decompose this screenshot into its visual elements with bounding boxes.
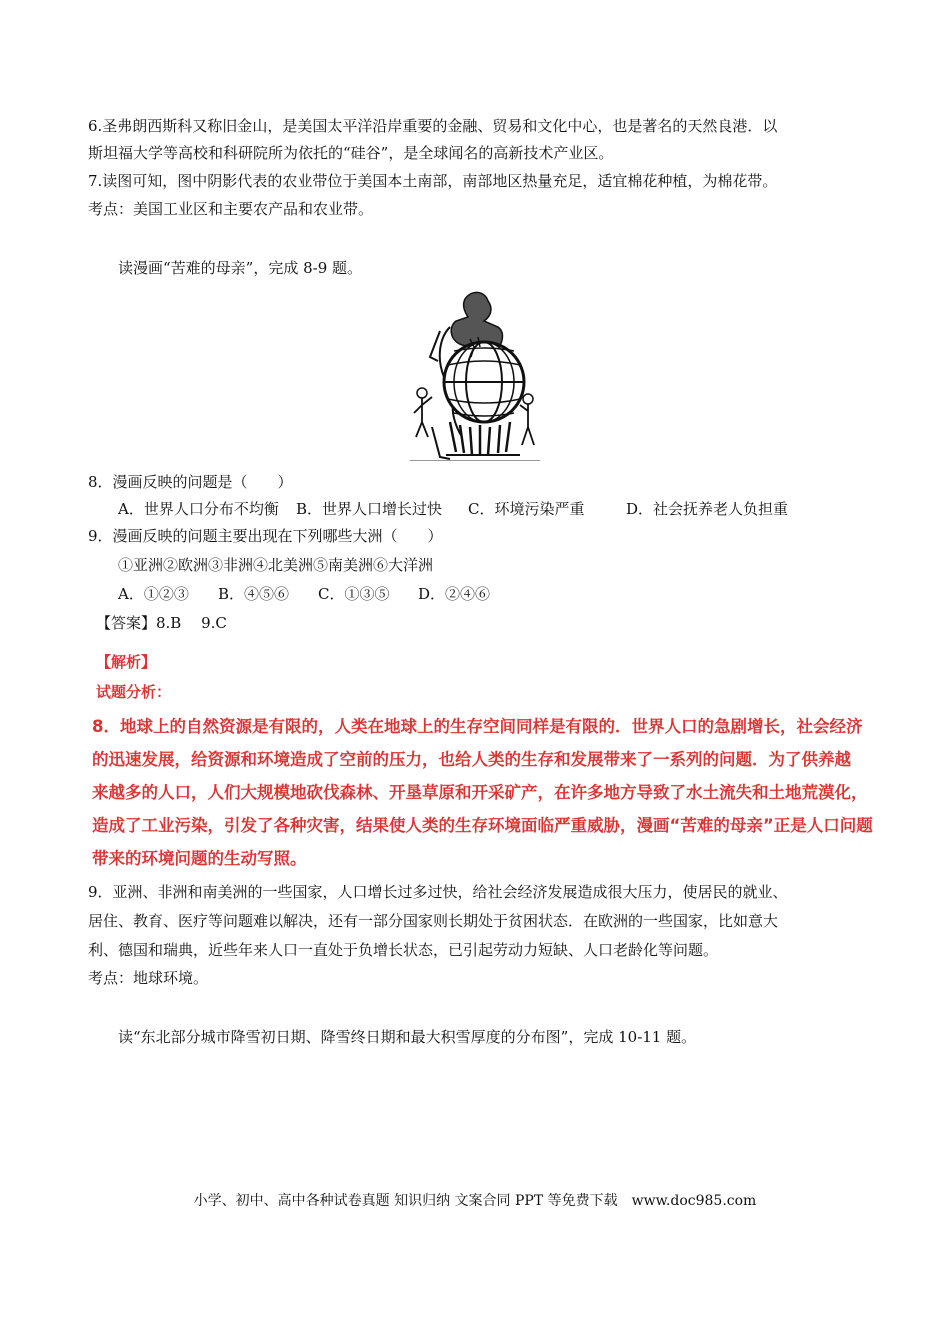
analysis-text: 的迅速发展，给资源和环境造成了空前的压力，也给人类的生存和发展带来了一系列的问题．为了供养越 [92, 750, 851, 769]
analysis-text: 造成了工业污染，引发了各种灾害，结果使人类的生存环境面临严重威胁，漫画“苦难的母亲”正是人口问题 [92, 816, 873, 835]
question-9-list: ①亚洲②欧洲③非洲④北美洲⑤南美洲⑥大洋洲 [118, 556, 434, 574]
option-c: C．①③⑤ [318, 585, 390, 603]
text-line: 利、德国和瑞典，近些年来人口一直处于负增长状态，已引起劳动力短缺、人口老龄化等问题。 [88, 941, 719, 959]
option-d: D．②④⑥ [418, 585, 491, 603]
question-8: 8．漫画反映的问题是（ ） [88, 473, 293, 491]
option-a: A．世界人口分布不均衡 [118, 500, 279, 518]
analysis-heading: 【解析】 [96, 653, 157, 671]
image-underline [410, 460, 540, 461]
question-8-options [118, 497, 788, 521]
option-c: C．环境污染严重 [468, 500, 585, 518]
option-d: D．社会抚养老人负担重 [626, 500, 789, 518]
text-line: 斯坦福大学等高校和科研院所为依托的“硅谷”，是全球闻名的高新技术产业区。 [88, 144, 614, 162]
cartoon-suffering-mother-image [410, 287, 540, 462]
analysis-subheading: 试题分析： [96, 683, 172, 701]
analysis-text: 8．地球上的自然资源是有限的，人类在地球上的生存空间同样是有限的．世界人口的急剧增长，社会经济 [92, 717, 863, 736]
analysis-text: 带来的环境问题的生动写照。 [92, 849, 307, 868]
question-9-options [118, 582, 490, 606]
text-line: 居住、教育、医疗等问题难以解决，还有一部分国家则长期处于贫困状态．在欧洲的一些国家，比如意大 [88, 912, 779, 930]
answer-line: 【答案】8.B 9.C [96, 614, 227, 632]
page-footer: 小学、初中、高中各种试卷真题 知识归纳 文案合同 PPT 等免费下载 www.doc985.com [193, 1193, 757, 1209]
instruction-text: 读“东北部分城市降雪初日期、降雪终日期和最大积雪厚度的分布图”，完成 10-11 题。 [118, 1028, 697, 1046]
option-a: A．①②③ [118, 585, 189, 603]
analysis-text: 来越多的人口，人们大规模地砍伐森林、开垦草原和开采矿产，在许多地方导致了水土流失和土地荒漠化， [92, 783, 868, 802]
text-line: 考点：地球环境。 [88, 969, 209, 987]
option-b: B．④⑤⑥ [218, 585, 290, 603]
option-b: B．世界人口增长过快 [296, 500, 443, 518]
text-line: 6.圣弗朗西斯科又称旧金山，是美国太平洋沿岸重要的金融、贸易和文化中心，也是著名的天然良港．以 [88, 117, 778, 135]
question-9: 9．漫画反映的问题主要出现在下列哪些大洲（ ） [88, 527, 443, 545]
text-line: 考点：美国工业区和主要农产品和农业带。 [88, 200, 374, 218]
text-line: 7.读图可知，图中阴影代表的农业带位于美国本土南部，南部地区热量充足，适宜棉花种植，为棉花带。 [88, 172, 778, 190]
text-line: 9．亚洲、非洲和南美洲的一些国家，人口增长过多过快，给社会经济发展造成很大压力，使居民的就业、 [88, 883, 788, 901]
instruction-text: 读漫画“苦难的母亲”，完成 8-9 题。 [118, 259, 363, 277]
